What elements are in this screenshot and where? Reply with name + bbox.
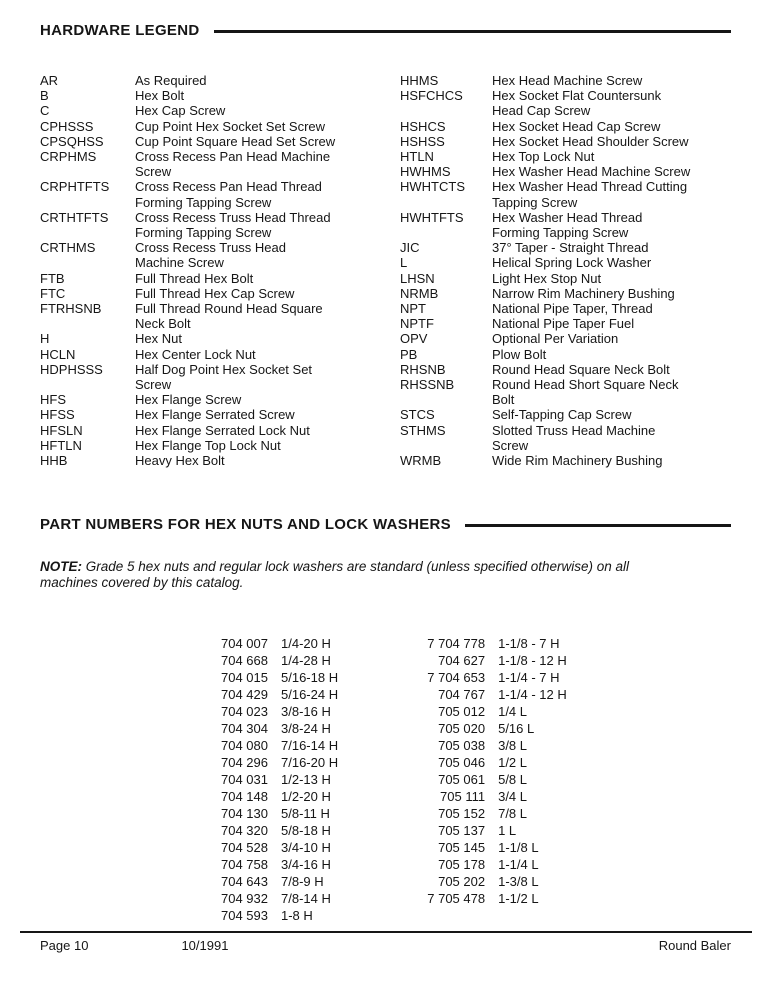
- part-row: [190, 873, 338, 890]
- part-number: 705 038: [438, 738, 486, 754]
- part-row: [395, 839, 567, 856]
- page-footer: [20, 931, 752, 953]
- part-number: 705 012: [438, 704, 486, 720]
- part-row: [395, 669, 567, 686]
- part-number: 704 148: [221, 789, 268, 805]
- part-row: [395, 703, 567, 720]
- legend-abbreviation: HTLN: [400, 149, 434, 165]
- part-size: 1-1/4 L: [498, 857, 539, 873]
- legend-abbreviation: HCLN: [40, 346, 76, 362]
- legend-entry: [400, 149, 694, 164]
- part-numbers-table: [40, 635, 731, 924]
- part-size: 7/8 L: [498, 806, 528, 822]
- legend-abbreviation: CRTHMS: [40, 240, 96, 256]
- part-number: 704 668: [221, 653, 268, 669]
- part-row: [190, 737, 338, 754]
- legend-description: Cross Recess Pan Head Thread Forming Tapping Screw: [135, 179, 322, 210]
- legend-abbreviation: HDPHSSS: [40, 361, 103, 377]
- part-row: [395, 686, 567, 703]
- part-number: 704 015: [221, 670, 268, 686]
- legend-abbreviation: FTC: [40, 285, 66, 301]
- part-number: 704 528: [221, 840, 268, 856]
- legend-entry: [40, 362, 336, 392]
- part-size: 5/16-18 H: [281, 670, 339, 686]
- legend-abbreviation: OPV: [400, 331, 428, 347]
- legend-entry: [40, 392, 336, 407]
- part-row: [395, 805, 567, 822]
- part-number: 7 704 778: [427, 636, 486, 652]
- part-size: 5/8-18 H: [281, 823, 331, 839]
- legend-abbreviation: JIC: [400, 240, 420, 256]
- part-row: [395, 873, 567, 890]
- note-text: Grade 5 hex nuts and regular lock washers are standard (unless specified otherwise) on all machines covered by this catalog.: [40, 559, 630, 591]
- legend-abbreviation: CRTHTFTS: [40, 209, 109, 225]
- legend-entry: [40, 149, 336, 179]
- legend-entry: [40, 210, 336, 240]
- part-size: 7/16-20 H: [281, 755, 339, 771]
- legend-description: Self-Tapping Cap Screw: [492, 407, 632, 423]
- legend-description: Hex Flange Serrated Lock Nut: [135, 422, 310, 438]
- legend-description: As Required: [135, 73, 207, 88]
- part-size: 5/8 L: [498, 772, 528, 788]
- part-number: 705 137: [438, 823, 486, 839]
- part-number: 704 643: [221, 874, 268, 890]
- legend-entry: [40, 438, 336, 453]
- part-row: [190, 839, 338, 856]
- part-number: 705 145: [438, 840, 486, 856]
- legend-abbreviation: WRMB: [400, 453, 442, 469]
- legend-entry: [400, 255, 694, 270]
- header-rule: [465, 524, 731, 527]
- footer-document-name: Round Baler: [658, 938, 731, 953]
- part-size: 1/4 L: [498, 704, 528, 720]
- legend-abbreviation: HHB: [40, 453, 68, 469]
- part-row: [190, 788, 338, 805]
- part-number: 704 007: [221, 636, 268, 652]
- legend-entry: [400, 347, 694, 362]
- part-row: [395, 890, 567, 907]
- legend-column-left: [40, 73, 336, 468]
- legend-description: Hex Flange Top Lock Nut: [135, 437, 281, 453]
- part-number: 7 705 478: [427, 891, 486, 907]
- legend-description: Cross Recess Truss Head Thread Forming Tapping Screw: [135, 209, 331, 241]
- legend-entry: [400, 423, 694, 453]
- part-number: 705 061: [438, 772, 486, 788]
- legend-abbreviation: CRPHMS: [40, 149, 97, 165]
- legend-entry: [400, 164, 694, 179]
- legend-description: Wide Rim Machinery Bushing: [492, 453, 663, 469]
- legend-abbreviation: RHSNB: [400, 361, 446, 377]
- legend-entry: [400, 286, 694, 301]
- legend-abbreviation: NPTF: [400, 316, 434, 332]
- legend-entry: [40, 179, 336, 209]
- legend-entry: [40, 119, 336, 134]
- legend-description: Hex Flange Serrated Screw: [135, 407, 295, 423]
- part-number: 704 932: [221, 891, 268, 907]
- legend-column-right: [400, 73, 694, 468]
- hardware-legend: [40, 73, 731, 468]
- hardware-legend-title: HARDWARE LEGEND: [40, 22, 200, 39]
- legend-abbreviation: B: [40, 88, 49, 104]
- part-numbers-column-left: [190, 635, 338, 924]
- legend-abbreviation: HHMS: [400, 73, 439, 88]
- legend-description: Hex Cap Screw: [135, 103, 226, 119]
- legend-entry: [400, 331, 694, 346]
- legend-entry: [40, 134, 336, 149]
- legend-abbreviation: HFSS: [40, 407, 75, 423]
- part-number: 704 023: [221, 704, 268, 720]
- footer-row: [20, 933, 752, 953]
- part-row: [190, 890, 338, 907]
- part-number: 705 111: [440, 789, 486, 805]
- legend-abbreviation: HFSLN: [40, 422, 83, 438]
- part-row: [395, 771, 567, 788]
- legend-description: Narrow Rim Machinery Bushing: [492, 285, 675, 301]
- part-size: 7/16-14 H: [281, 738, 339, 754]
- legend-entry: [400, 240, 694, 255]
- part-numbers-title: PART NUMBERS FOR HEX NUTS AND LOCK WASHERS: [40, 516, 451, 534]
- part-size: 1/2-20 H: [281, 789, 331, 805]
- legend-description: Hex Flange Screw: [135, 392, 242, 408]
- part-number: 705 178: [438, 857, 486, 873]
- legend-abbreviation: H: [40, 331, 50, 347]
- part-size: 5/16-24 H: [281, 687, 339, 703]
- part-row: [395, 720, 567, 737]
- legend-abbreviation: FTRHSNB: [40, 301, 102, 317]
- part-row: [190, 771, 338, 788]
- legend-description: National Pipe Taper, Thread: [492, 301, 653, 317]
- part-size: 1-1/8 - 7 H: [498, 636, 560, 652]
- legend-entry: [40, 301, 336, 331]
- part-size: 1 L: [498, 823, 517, 839]
- part-row: [395, 737, 567, 754]
- legend-entry: [40, 103, 336, 118]
- legend-entry: [40, 347, 336, 362]
- part-number: 705 202: [438, 874, 486, 890]
- part-size: 1-1/4 - 7 H: [498, 670, 560, 686]
- part-row: [190, 703, 338, 720]
- part-row: [190, 754, 338, 771]
- legend-description: Optional Per Variation: [492, 331, 619, 347]
- part-size: 5/16 L: [498, 721, 535, 737]
- part-number: 704 627: [438, 653, 486, 669]
- legend-entry: [400, 377, 694, 407]
- legend-description: National Pipe Taper Fuel: [492, 316, 635, 332]
- legend-abbreviation: HSHSS: [400, 133, 445, 149]
- legend-description: Hex Nut: [135, 331, 182, 347]
- legend-description: Slotted Truss Head Machine Screw: [492, 422, 656, 453]
- legend-entry: [40, 331, 336, 346]
- legend-abbreviation: CPSQHSS: [40, 133, 104, 149]
- part-size: 3/4-16 H: [281, 857, 331, 873]
- legend-description: Hex Socket Head Shoulder Screw: [492, 133, 689, 149]
- legend-entry: [400, 271, 694, 286]
- legend-description: 37° Taper - Straight Thread: [492, 240, 649, 256]
- legend-description: Hex Bolt: [135, 88, 185, 104]
- legend-abbreviation: CRPHTFTS: [40, 179, 110, 195]
- legend-description: Cup Point Hex Socket Set Screw: [135, 118, 326, 134]
- legend-entry: [400, 134, 694, 149]
- part-size: 7/8-14 H: [281, 891, 331, 907]
- part-size: 1-1/4 - 12 H: [498, 687, 567, 703]
- legend-entry: [40, 453, 336, 468]
- legend-abbreviation: HWHTFTS: [400, 209, 464, 225]
- legend-entry: [40, 73, 336, 88]
- part-size: 1/2 L: [498, 755, 528, 771]
- part-size: 1-8 H: [281, 908, 313, 924]
- legend-description: Round Head Short Square Neck Bolt: [492, 377, 679, 408]
- part-number: 705 046: [438, 755, 486, 771]
- legend-description: Round Head Square Neck Bolt: [492, 361, 670, 377]
- legend-abbreviation: HFS: [40, 392, 66, 408]
- part-row: [190, 822, 338, 839]
- legend-entry: [40, 271, 336, 286]
- part-size: 1-1/8 - 12 H: [498, 653, 567, 669]
- part-row: [395, 652, 567, 669]
- part-size: 3/8-24 H: [281, 721, 331, 737]
- legend-entry: [400, 179, 694, 209]
- legend-entry: [400, 73, 694, 88]
- part-row: [190, 856, 338, 873]
- legend-entry: [40, 88, 336, 103]
- part-numbers-column-right: [395, 635, 567, 924]
- part-number: 704 758: [221, 857, 268, 873]
- part-number: 704 130: [221, 806, 268, 822]
- legend-entry: [40, 407, 336, 422]
- legend-abbreviation: NPT: [400, 301, 426, 317]
- legend-abbreviation: HWHTCTS: [400, 179, 465, 195]
- legend-abbreviation: HSHCS: [400, 118, 446, 134]
- note-paragraph: [40, 559, 690, 591]
- part-numbers-header: [40, 516, 731, 533]
- part-row: [190, 720, 338, 737]
- legend-abbreviation: FTB: [40, 270, 65, 286]
- legend-entry: [400, 301, 694, 316]
- note-label: NOTE:: [40, 559, 82, 575]
- part-row: [190, 686, 338, 703]
- part-row: [395, 754, 567, 771]
- part-size: 1-3/8 L: [498, 874, 539, 890]
- legend-entry: [400, 316, 694, 331]
- legend-entry: [40, 423, 336, 438]
- part-row: [190, 635, 338, 652]
- legend-entry: [400, 88, 694, 118]
- legend-description: Hex Head Machine Screw: [492, 73, 643, 88]
- legend-abbreviation: RHSSNB: [400, 377, 455, 393]
- legend-abbreviation: LHSN: [400, 270, 435, 286]
- header-rule: [214, 30, 731, 33]
- part-row: [190, 669, 338, 686]
- legend-abbreviation: PB: [400, 346, 418, 362]
- part-number: 704 304: [221, 721, 268, 737]
- part-size: 3/8-16 H: [281, 704, 331, 720]
- part-row: [190, 652, 338, 669]
- part-row: [190, 805, 338, 822]
- part-size: 1-1/2 L: [498, 891, 539, 907]
- legend-abbreviation: STHMS: [400, 422, 446, 438]
- part-size: 1/4-20 H: [281, 636, 331, 652]
- legend-abbreviation: HWHMS: [400, 164, 451, 180]
- legend-description: Heavy Hex Bolt: [135, 453, 225, 469]
- legend-entry: [400, 119, 694, 134]
- legend-description: Cross Recess Pan Head Machine Screw: [135, 149, 331, 180]
- legend-abbreviation: HFTLN: [40, 437, 82, 453]
- legend-description: Full Thread Round Head Square Neck Bolt: [135, 301, 323, 332]
- legend-description: Hex Socket Flat Countersunk Head Cap Screw: [492, 88, 662, 119]
- legend-abbreviation: C: [40, 103, 50, 119]
- part-size: 1-1/8 L: [498, 840, 539, 856]
- part-number: 704 080: [221, 738, 268, 754]
- hardware-legend-header: [40, 22, 731, 39]
- legend-description: Cup Point Square Head Set Screw: [135, 133, 336, 149]
- part-size: 7/8-9 H: [281, 874, 324, 890]
- part-row: [395, 635, 567, 652]
- part-number: 705 020: [438, 721, 486, 737]
- legend-abbreviation: CPHSSS: [40, 118, 94, 134]
- legend-description: Hex Top Lock Nut: [492, 149, 595, 165]
- part-number: 7 704 653: [427, 670, 486, 686]
- part-size: 3/8 L: [498, 738, 528, 754]
- part-row: [395, 856, 567, 873]
- legend-description: Full Thread Hex Cap Screw: [135, 285, 295, 301]
- legend-description: Full Thread Hex Bolt: [135, 270, 254, 286]
- legend-abbreviation: HSFCHCS: [400, 88, 463, 104]
- legend-description: Plow Bolt: [492, 346, 547, 362]
- legend-entry: [400, 407, 694, 422]
- legend-entry: [400, 210, 694, 240]
- part-size: 3/4 L: [498, 789, 528, 805]
- legend-description: Hex Washer Head Machine Screw: [492, 164, 691, 180]
- part-number: 704 296: [221, 755, 268, 771]
- part-row: [395, 788, 567, 805]
- legend-entry: [40, 240, 336, 270]
- legend-description: Cross Recess Truss Head Machine Screw: [135, 240, 286, 271]
- legend-description: Hex Center Lock Nut: [135, 346, 256, 362]
- part-size: 1/2-13 H: [281, 772, 331, 788]
- legend-entry: [400, 453, 694, 468]
- footer-date: 10/1991: [181, 938, 229, 953]
- part-number: 704 031: [221, 772, 268, 788]
- part-row: [395, 822, 567, 839]
- part-number: 704 429: [221, 687, 268, 703]
- legend-abbreviation: STCS: [400, 407, 435, 423]
- part-size: 3/4-10 H: [281, 840, 331, 856]
- legend-entry: [400, 362, 694, 377]
- part-number: 705 152: [438, 806, 486, 822]
- part-size: 1/4-28 H: [281, 653, 331, 669]
- part-number: 704 320: [221, 823, 268, 839]
- legend-description: Hex Washer Head Thread Forming Tapping Screw: [492, 209, 643, 241]
- part-size: 5/8-11 H: [281, 806, 330, 822]
- legend-abbreviation: NRMB: [400, 285, 439, 301]
- legend-abbreviation: L: [400, 255, 408, 271]
- part-number: 704 593: [221, 908, 268, 924]
- legend-description: Hex Socket Head Cap Screw: [492, 118, 661, 134]
- footer-page-number: Page 10: [40, 938, 89, 953]
- part-number: 704 767: [438, 687, 486, 703]
- legend-description: Helical Spring Lock Washer: [492, 255, 652, 271]
- part-row: [190, 907, 338, 924]
- legend-entry: [40, 286, 336, 301]
- legend-abbreviation: AR: [40, 73, 59, 88]
- legend-description: Hex Washer Head Thread Cutting Tapping Screw: [492, 179, 688, 210]
- legend-description: Light Hex Stop Nut: [492, 270, 602, 286]
- legend-description: Half Dog Point Hex Socket Set Screw: [135, 361, 313, 393]
